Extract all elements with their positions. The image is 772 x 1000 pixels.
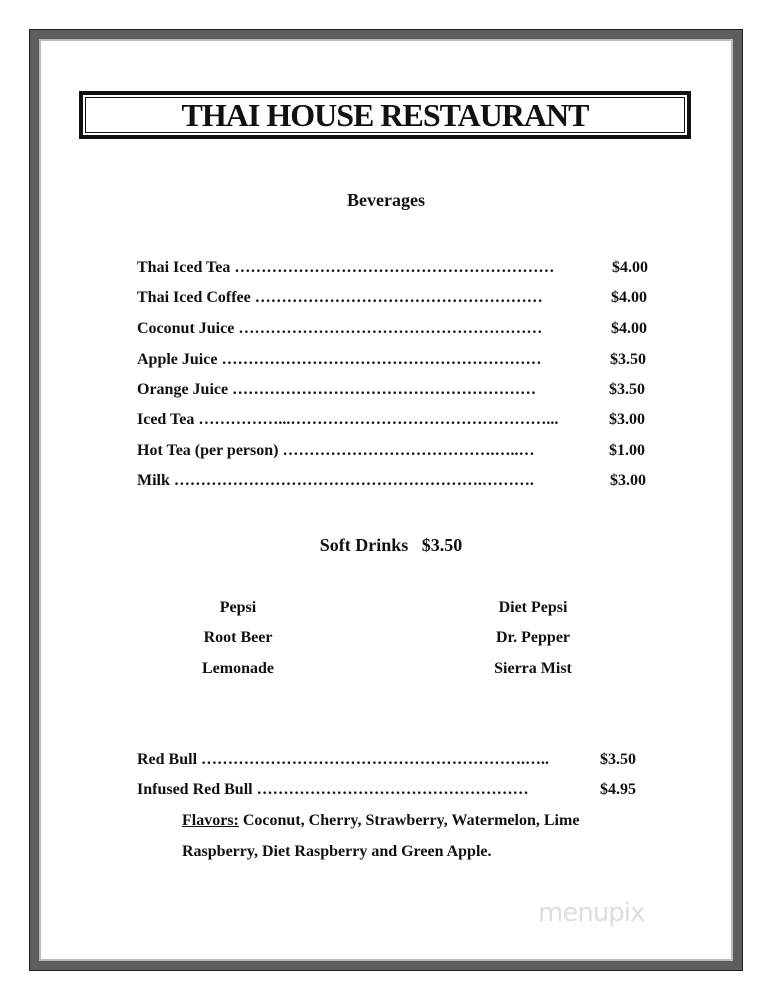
beverages-heading: Beverages <box>347 190 425 210</box>
menu-price: $3.00 <box>610 472 646 489</box>
flavors-text: Coconut, Cherry, Strawberry, Watermelon, Lime <box>238 812 580 829</box>
menu-price: $4.95 <box>600 781 636 798</box>
menu-price: $3.50 <box>609 381 645 398</box>
menu-item: Red Bull …………………………………………………….….. <box>137 751 550 768</box>
menu-price: $3.50 <box>610 351 646 368</box>
flavors-line-1 <box>182 812 579 830</box>
menu-item: Thai Iced Coffee ……………………………………………… <box>137 289 543 306</box>
soft-drink: Diet Pepsi <box>498 599 568 616</box>
menu-price: $3.00 <box>609 411 645 428</box>
menu-item: Milk ………………………………………………….………. <box>137 472 534 489</box>
menu-price: $3.50 <box>600 751 636 768</box>
soft-drinks-heading: Soft Drinks $3.50 <box>319 535 463 555</box>
menu-price: $1.00 <box>609 442 645 459</box>
flavors-label: Flavors: <box>182 812 239 829</box>
menu-item: Apple Juice …………………………………………………… <box>137 351 542 368</box>
flavors-line-2: Raspberry, Diet Raspberry and Green Apple. <box>182 843 492 860</box>
menu-item: Thai Iced Tea …………………………………………………… <box>137 259 555 276</box>
soft-drink: Sierra Mist <box>494 660 572 677</box>
menu-item: Iced Tea ……………...…………………………………………... <box>137 411 559 428</box>
menu-price: $4.00 <box>611 289 647 306</box>
menu-price: $4.00 <box>611 320 647 337</box>
soft-drink: Lemonade <box>202 660 274 677</box>
restaurant-title: THAI HOUSE RESTAURANT <box>181 97 589 133</box>
menu-price: $4.00 <box>612 259 648 276</box>
menu-item: Orange Juice ………………………………………………… <box>137 381 537 398</box>
soft-drink: Dr. Pepper <box>495 629 571 646</box>
soft-drink: Root Beer <box>203 629 273 646</box>
watermark-logo: menupix <box>538 898 645 928</box>
title-box <box>79 91 691 139</box>
menu-item: Hot Tea (per person) ………………………………….…..… <box>137 442 535 459</box>
soft-drink: Pepsi <box>219 599 257 616</box>
menu-item: Infused Red Bull …………………………………………… <box>137 781 529 798</box>
menu-item: Coconut Juice ………………………………………………… <box>137 320 543 337</box>
